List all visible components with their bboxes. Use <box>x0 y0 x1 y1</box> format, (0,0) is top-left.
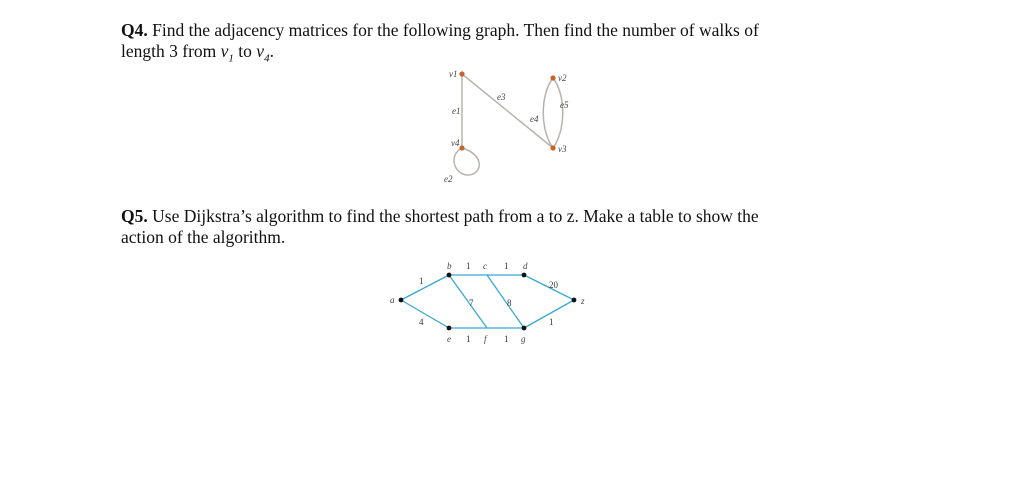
label-e1: e1 <box>452 106 461 116</box>
q5-text: Use Dijkstra’s algorithm to find the shortest path from a to z. Make a table to show the <box>152 206 759 226</box>
weight-f-g: 1 <box>504 334 509 344</box>
label-b: b <box>447 261 452 271</box>
q4-to-vertex: $v_4$ <box>256 41 270 65</box>
label-c: c <box>483 261 487 271</box>
q4-number: Q4. <box>121 20 148 40</box>
edge-b-f <box>449 275 487 328</box>
label-e: e <box>447 334 451 344</box>
weight-a-b: 1 <box>419 276 424 286</box>
weight-b-c: 1 <box>466 261 471 271</box>
vertex-b <box>447 273 452 278</box>
weight-e-f: 1 <box>466 334 471 344</box>
label-a: a <box>390 295 395 305</box>
q4-from-vertex: $v_1$ <box>220 41 234 65</box>
label-e4: e4 <box>530 114 539 124</box>
edge-a-b <box>401 275 449 300</box>
vertex-g <box>522 326 527 331</box>
label-v3: v3 <box>558 144 567 154</box>
edge-c-g <box>487 275 524 328</box>
weight-c-d: 1 <box>504 261 509 271</box>
weight-b-f: 7 <box>469 298 474 308</box>
label-e3: e3 <box>497 92 506 102</box>
weight-g-z: 1 <box>549 317 554 327</box>
q4-line-2: length 3 from $v_1$ to $v_4$. <box>121 41 274 65</box>
label-g: g <box>521 334 526 344</box>
vertex-z <box>572 298 577 303</box>
q4-to-word: to <box>233 41 257 61</box>
q4-text-2: length 3 from <box>121 41 221 61</box>
vertex-e <box>447 326 452 331</box>
weight-d-z: 20 <box>549 280 558 290</box>
vertex-a <box>399 298 404 303</box>
weight-c-g: 8 <box>507 298 512 308</box>
label-f: f <box>484 334 487 344</box>
edge-a-e <box>401 300 449 328</box>
label-v4: v4 <box>451 138 460 148</box>
vertex-d <box>522 273 527 278</box>
q5-line-2: action of the algorithm. <box>121 227 286 247</box>
label-z: z <box>581 296 585 306</box>
label-v2: v2 <box>558 73 567 83</box>
label-d: d <box>523 261 528 271</box>
weight-a-e: 4 <box>419 317 424 327</box>
q5-number: Q5. <box>121 206 148 226</box>
q4-text: Find the adjacency matrices for the following graph. Then find the number of walks of <box>152 20 759 40</box>
label-e5: e5 <box>560 100 569 110</box>
label-v1: v1 <box>449 69 458 79</box>
label-e2: e2 <box>444 174 453 184</box>
